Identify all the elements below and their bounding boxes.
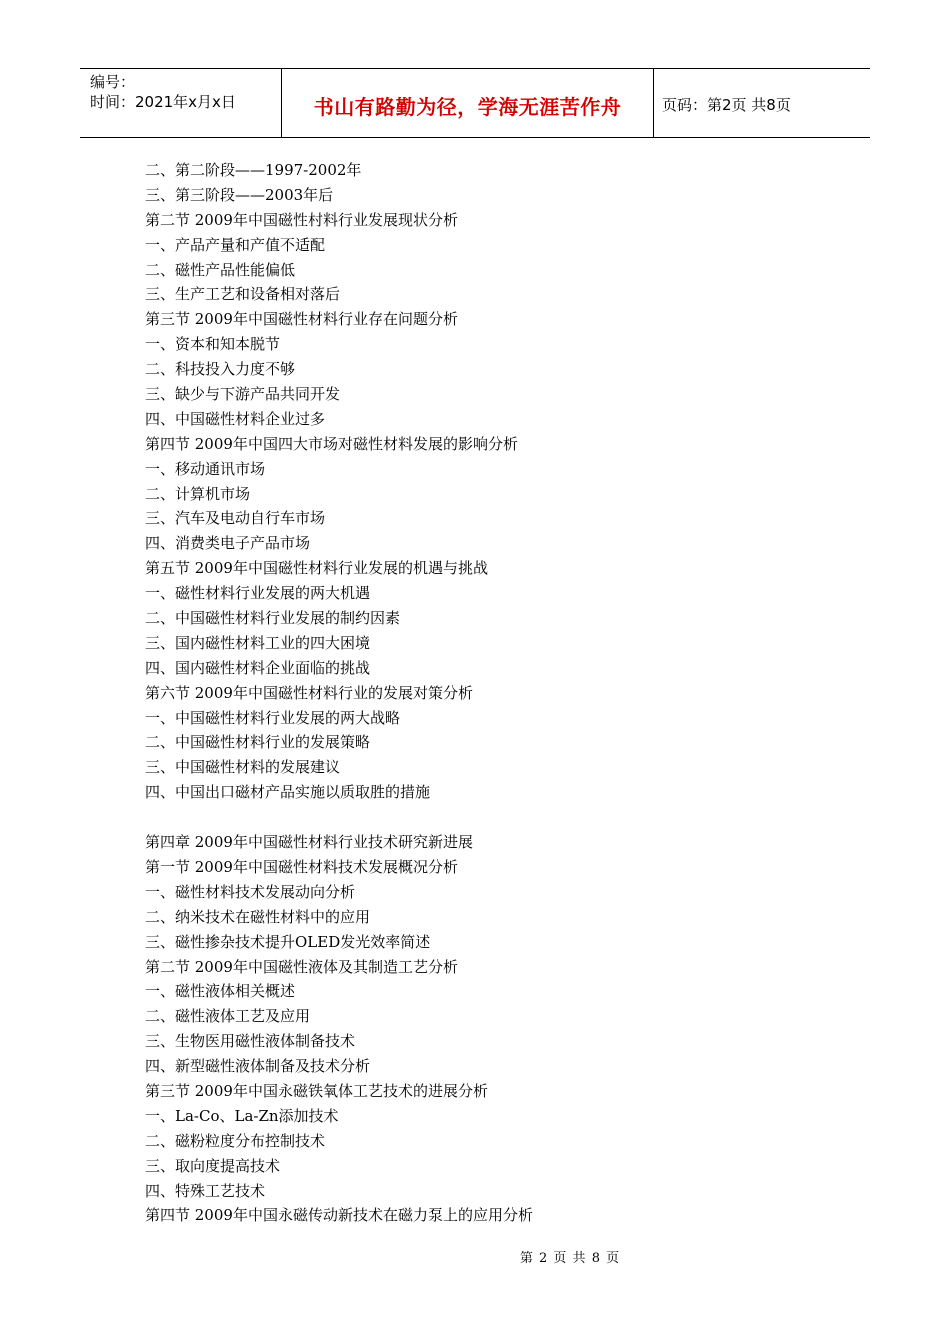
toc-entry: 二、中国磁性材料行业的发展策略 — [145, 733, 371, 752]
toc-entry: 三、生物医用磁性液体制备技术 — [145, 1032, 356, 1051]
header-meta-cell — [80, 69, 282, 137]
table-of-contents — [145, 158, 845, 1228]
toc-entry: 第四节 2009年中国永磁传动新技术在磁力泵上的应用分析 — [145, 1206, 533, 1225]
toc-entry: 三、缺少与下游产品共同开发 — [145, 385, 341, 404]
document-number-label: 编号： — [90, 73, 136, 91]
toc-spacer — [145, 805, 845, 830]
toc-entry: 四、国内磁性材料企业面临的挑战 — [145, 658, 371, 677]
toc-entry: 四、特殊工艺技术 — [145, 1181, 266, 1200]
toc-entry: 一、磁性液体相关概述 — [145, 982, 296, 1001]
toc-entry: 二、第二阶段——1997-2002年 — [145, 161, 362, 179]
toc-entry: 三、第三阶段——2003年后 — [145, 185, 334, 204]
toc-entry: 四、新型磁性液体制备及技术分析 — [145, 1057, 371, 1076]
toc-entry: 第一节 2009年中国磁性材料技术发展概况分析 — [145, 857, 458, 876]
toc-entry: 第四章 2009年中国磁性材料行业技术研究新进展 — [145, 833, 473, 852]
page-header — [80, 68, 870, 138]
toc-entry: 二、纳米技术在磁性材料中的应用 — [145, 907, 371, 926]
toc-entry: 三、取向度提高技术 — [145, 1156, 281, 1175]
toc-entry: 一、中国磁性材料行业发展的两大战略 — [145, 708, 401, 727]
toc-entry: 一、资本和知本脱节 — [145, 335, 281, 354]
toc-entry: 二、磁粉粒度分布控制技术 — [145, 1131, 326, 1150]
toc-entry: 第三节 2009年中国永磁铁氧体工艺技术的进展分析 — [145, 1081, 488, 1100]
toc-entry: 第二节 2009年中国磁性液体及其制造工艺分析 — [145, 957, 458, 976]
toc-entry: 第三节 2009年中国磁性材料行业存在问题分析 — [145, 310, 458, 329]
toc-entry: 四、消费类电子产品市场 — [145, 534, 311, 553]
toc-entry: 第二节 2009年中国磁性村料行业发展现状分析 — [145, 210, 458, 229]
toc-entry: 第六节 2009年中国磁性材料行业的发展对策分析 — [145, 683, 473, 702]
header-motto: 书山有路勤为径，学海无涯苦作舟 — [282, 69, 654, 137]
toc-entry: 四、中国磁性材料企业过多 — [145, 409, 326, 428]
page-footer: 第 2 页 共 8 页 — [519, 1251, 621, 1266]
toc-entry: 一、产品产量和产值不适配 — [145, 235, 326, 254]
toc-entry: 一、磁性材料行业发展的两大机遇 — [145, 584, 371, 603]
toc-entry: 二、磁性产品性能偏低 — [145, 260, 296, 279]
toc-entry: 一、La-Co、La-Zn添加技术 — [145, 1106, 339, 1125]
toc-entry: 三、国内磁性材料工业的四大困境 — [145, 633, 371, 652]
toc-entry: 三、生产工艺和设备相对落后 — [145, 285, 341, 304]
toc-entry: 三、中国磁性材料的发展建议 — [145, 758, 341, 777]
toc-entry: 二、磁性液体工艺及应用 — [145, 1007, 311, 1026]
toc-entry: 一、磁性材料技术发展动向分析 — [145, 882, 356, 901]
toc-entry: 一、移动通讯市场 — [145, 459, 266, 478]
document-date-label: 时间：2021年x月x日 — [90, 93, 236, 111]
toc-entry: 四、中国出口磁材产品实施以质取胜的措施 — [145, 783, 431, 802]
toc-entry: 第四节 2009年中国四大市场对磁性材料发展的影响分析 — [145, 434, 518, 453]
toc-entry: 二、计算机市场 — [145, 484, 251, 503]
toc-entry: 三、磁性掺杂技术提升OLED发光效率简述 — [145, 932, 431, 951]
toc-entry: 第五节 2009年中国磁性材料行业发展的机遇与挑战 — [145, 559, 488, 578]
toc-entry: 二、中国磁性材料行业发展的制约因素 — [145, 609, 401, 628]
header-page-number: 页码：第2页 共8页 — [662, 95, 791, 114]
toc-entry: 二、科技投入力度不够 — [145, 360, 296, 379]
toc-entry: 三、汽车及电动自行车市场 — [145, 509, 326, 528]
